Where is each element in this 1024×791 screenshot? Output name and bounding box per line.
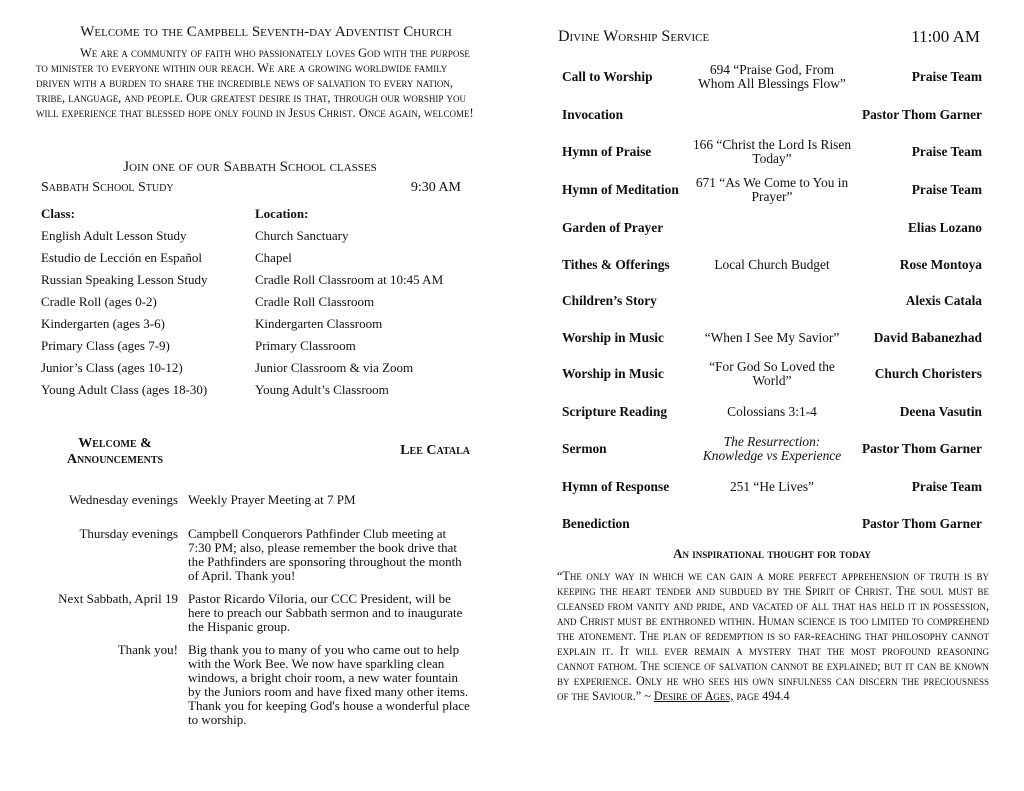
inspiration-page: page 494.4 (733, 689, 790, 703)
service-item-detail: 671 “As We Come to You in Prayer” (695, 175, 849, 204)
service-item-name: Sermon (562, 441, 607, 456)
class-table (41, 203, 471, 401)
class-name: Kindergarten (ages 3-6) (41, 316, 165, 331)
announcement-item (40, 527, 480, 583)
sabbath-school-study-label: Sabbath School Study (41, 180, 174, 195)
service-item-person: Alexis Catala (905, 293, 982, 308)
class-location: Junior Classroom & via Zoom (255, 360, 414, 375)
service-item-name: Call to Worship (562, 69, 653, 84)
service-item (562, 283, 982, 319)
sabbath-school-time: 9:30 AM (410, 180, 461, 195)
class-name: Primary Class (ages 7-9) (41, 338, 170, 353)
service-item-person: Pastor Thom Garner (861, 107, 982, 122)
service-item-detail: 694 “Praise God, From Whom All Blessings Flow” (698, 62, 846, 91)
service-item (562, 59, 982, 95)
service-item-name: Worship in Music (562, 366, 664, 381)
inspiration-source: Desire of Ages, (653, 689, 734, 703)
announcement-when: Thursday evenings (79, 526, 178, 541)
service-item-name: Garden of Prayer (562, 220, 664, 235)
class-name: Young Adult Class (ages 18-30) (41, 382, 208, 397)
table-row (41, 357, 471, 379)
service-item-detail: 251 “He Lives” (729, 479, 815, 494)
service-item-name: Hymn of Meditation (562, 182, 679, 197)
announcement-item (40, 493, 480, 507)
sabbath-school-heading: Join one of our Sabbath School classes (123, 159, 377, 175)
announcement-text: Campbell Conquerors Pathfinder Club meeting at 7:30 PM; also, please remember the book drive that the Pathfinders are sponsoring throughout the month of April. Thank you! (188, 526, 462, 583)
welcome-title: Welcome to the Campbell Seventh-day Adventist Church (80, 24, 452, 40)
service-item-person: Praise Team (911, 182, 982, 197)
table-row (41, 269, 471, 291)
service-item (562, 394, 982, 430)
class-column-header: Class: (41, 206, 75, 221)
announcement-when: Next Sabbath, April 19 (58, 591, 178, 606)
table-row (41, 247, 471, 269)
service-item (562, 431, 982, 467)
sabbath-school-subheader (41, 180, 461, 196)
service-item-person: Praise Team (911, 69, 982, 84)
service-item-name: Hymn of Praise (562, 144, 652, 159)
table-row (41, 291, 471, 313)
service-item (562, 97, 982, 133)
service-item-person: Praise Team (911, 479, 982, 494)
table-row (41, 313, 471, 335)
service-item-name: Scripture Reading (562, 404, 668, 419)
service-item-name: Tithes & Offerings (562, 257, 670, 272)
table-row (41, 225, 471, 247)
service-item-name: Children’s Story (562, 293, 657, 308)
table-row (41, 335, 471, 357)
service-item-detail: The Resurrection: Knowledge vs Experience (702, 434, 842, 463)
announcement-text: Weekly Prayer Meeting at 7 PM (188, 492, 356, 507)
service-item-person: Pastor Thom Garner (861, 441, 982, 456)
service-item (562, 469, 982, 505)
table-row (41, 379, 471, 401)
inspiration-quote: “The only way in which we can gain a more perfect apprehension of truth is by keeping the heart tender and subdued by the Spirit of Christ. The soul must be cleansed from vanity and pride, and vacated of all that has held it in possession, and Christ must be enthroned within. Human science is too limited to comprehend the atonement. The plan of redemption is so far-reaching that philosophy cannot explain it. It will ever remain a mystery that the most profound reasoning cannot fathom. The science of salvation cannot be explained; but it can be known by experience. Only he who sees his own sinfulness can discern the preciousness of the Saviour.” ~ (557, 569, 989, 703)
worship-time: 11:00 AM (911, 27, 980, 46)
service-item-person: Church Choristers (874, 366, 982, 381)
service-item-detail: “For God So Loved the World” (709, 359, 835, 388)
right-page (512, 0, 1024, 791)
worship-title: Divine Worship Service (558, 28, 710, 45)
service-item-name: Invocation (562, 107, 624, 122)
service-item (562, 210, 982, 246)
service-item (562, 356, 982, 392)
class-location: Cradle Roll Classroom at 10:45 AM (255, 272, 444, 287)
class-location: Cradle Roll Classroom (255, 294, 375, 309)
class-name: Cradle Roll (ages 0-2) (41, 294, 157, 309)
service-item (562, 247, 982, 283)
service-item (562, 172, 982, 208)
announcement-text: Pastor Ricardo Viloria, our CCC President, will be here to preach our Sabbath sermon and to inaugurate the Hispanic group. (188, 591, 463, 634)
class-location: Church Sanctuary (255, 228, 349, 243)
service-item-person: David Babanezhad (873, 330, 982, 345)
class-name: Junior’s Class (ages 10-12) (41, 360, 183, 375)
service-item-person: Deena Vasutin (899, 404, 982, 419)
service-item-detail: Local Church Budget (714, 257, 830, 272)
service-item (562, 506, 982, 542)
class-name: Russian Speaking Lesson Study (41, 272, 208, 287)
announcement-when: Wednesday evenings (68, 492, 178, 507)
class-location: Young Adult’s Classroom (255, 382, 389, 397)
class-name: English Adult Lesson Study (41, 228, 187, 243)
announcement-when: Thank you! (117, 642, 178, 657)
location-column-header: Location: (255, 206, 309, 221)
service-item (562, 320, 982, 356)
service-item-name: Hymn of Response (562, 479, 670, 494)
announcements-presenter: Lee Catala (400, 443, 470, 458)
class-location: Primary Classroom (255, 338, 356, 353)
class-location: Kindergarten Classroom (255, 316, 383, 331)
class-location: Chapel (255, 250, 292, 265)
announcement-text: Big thank you to many of you who came out to help with the Work Bee. We now have sparkling clean windows, a bright choir room, a new water fountain by the Juniors room and have fixed many other items. Thank you for keeping God's house a wonderful place to worship. (188, 642, 470, 727)
service-item-detail: 166 “Christ the Lord Is Risen Today” (692, 137, 852, 166)
service-item-person: Rose Montoya (899, 257, 982, 272)
service-item-person: Pastor Thom Garner (861, 516, 982, 531)
announcement-item (40, 643, 480, 727)
welcome-body: We are a community of faith who passionately loves God with the purpose to minister to everyone within our reach. We are a growing worldwide family driven with a burden to share the incredible news of salvation to every nation, tribe, language, and people. Our greatest desire is that, through our worship you will experience that blessed hope only found in Jesus Christ. Once again, welcome! (36, 46, 474, 120)
inspiration-body (557, 569, 989, 704)
inspiration-title: An inspirational thought for today (673, 546, 871, 561)
announcement-item (40, 592, 480, 634)
announcements-title: Welcome & Announcements (66, 436, 164, 467)
service-item-detail: Colossians 3:1-4 (727, 404, 817, 419)
service-item-name: Worship in Music (562, 330, 664, 345)
service-item-name: Benediction (562, 516, 630, 531)
class-table-header (41, 203, 471, 225)
service-item-person: Elias Lozano (907, 220, 982, 235)
service-item-detail: “When I See My Savior” (704, 330, 840, 345)
service-item-person: Praise Team (911, 144, 982, 159)
service-item (562, 134, 982, 170)
class-name: Estudio de Lección en Español (41, 250, 203, 265)
